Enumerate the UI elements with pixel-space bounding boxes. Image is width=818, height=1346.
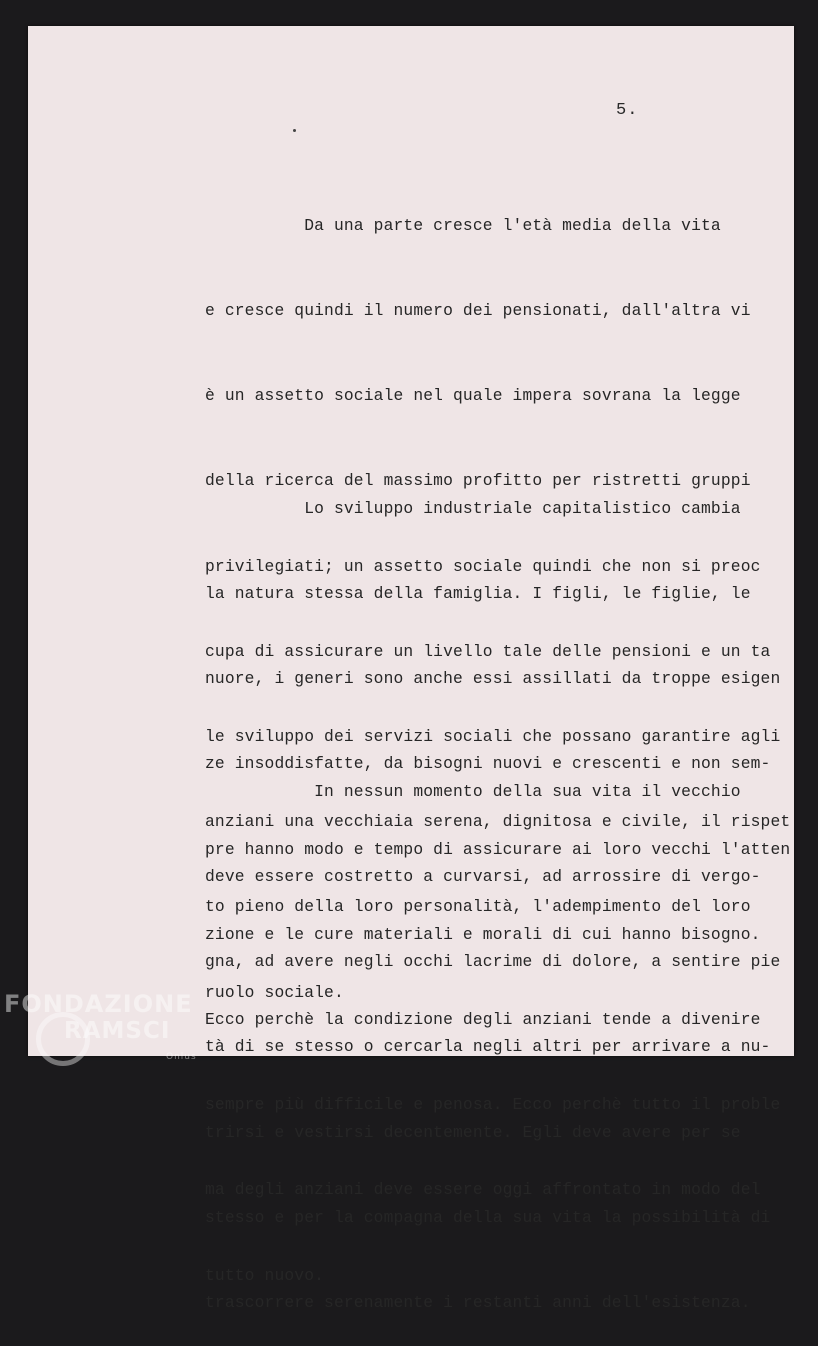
text-line: la natura stessa della famiglia. I figli, le figlie, le [205,584,751,604]
text-line: ze insoddisfatte, da bisogni nuovi e crescenti e non sem- [205,754,771,774]
text-line: In nessun momento della sua vita il vecchio [205,781,741,801]
page-number: 5. [616,101,639,120]
archive-watermark [4,990,204,1075]
text-line: della ricerca del massimo profitto per ristretti gruppi [205,471,751,491]
text-line: gna, ad avere negli occhi lacrime di dolore, a sentire pie [205,952,781,972]
text-line: Ecco perchè la condizione degli anziani tende a divenire [205,1010,761,1030]
text-line: tà di se stesso o cercarla negli altri per arrivare a nu- [205,1037,771,1057]
text-line: cupa di assicurare un livello tale delle pensioni e un ta [205,641,771,661]
text-line: le sviluppo dei servizi sociali che possano garantire agli [205,727,781,747]
text-line: privilegiati; un assetto sociale quindi che non si preoc [205,556,761,576]
text-line: trirsi e vestirsi decentemente. Egli deve avere per se [205,1122,741,1142]
text-line: è un assetto sociale nel quale impera sovrana la legge [205,386,741,406]
text-line: tutto nuovo. [205,1265,325,1285]
watermark-line-2: RAMSCI [64,1018,171,1044]
text-line: Lo sviluppo industriale capitalistico cambia [205,498,741,518]
text-line: to pieno della loro personalità, l'adempimento del loro [205,897,751,917]
text-line: e cresce quindi il numero dei pensionati, dall'altra vi [205,301,751,321]
text-line: trascorrere serenamente i restanti anni dell'esistenza. [205,1293,751,1313]
watermark-subtitle: Onlus [166,1052,197,1062]
ink-dot [293,129,296,132]
text-line: sempre più difficile e penosa. Ecco perchè tutto il proble [205,1095,781,1115]
text-line: nuore, i generi sono anche essi assillati da troppe esigen [205,669,781,689]
text-line: stesso e per la compagna della sua vita la possibilità di [205,1207,771,1227]
text-line: deve essere costretto a curvarsi, ad arrossire di vergo- [205,867,761,887]
text-line: ruolo sociale. [205,982,344,1002]
watermark-line-1: FONDAZIONE [4,990,193,1018]
paragraph-3 [205,721,791,1346]
text-line: pre hanno modo e tempo di assicurare ai loro vecchi l'atten [205,839,791,859]
text-line: anziani una vecchiaia serena, dignitosa e civile, il rispet [205,812,791,832]
text-line: Da una parte cresce l'età media della vita [205,215,721,235]
text-line: ma degli anziani deve essere oggi affrontato in modo del [205,1180,761,1200]
text-line: zione e le cure materiali e morali di cui hanno bisogno. [205,924,761,944]
